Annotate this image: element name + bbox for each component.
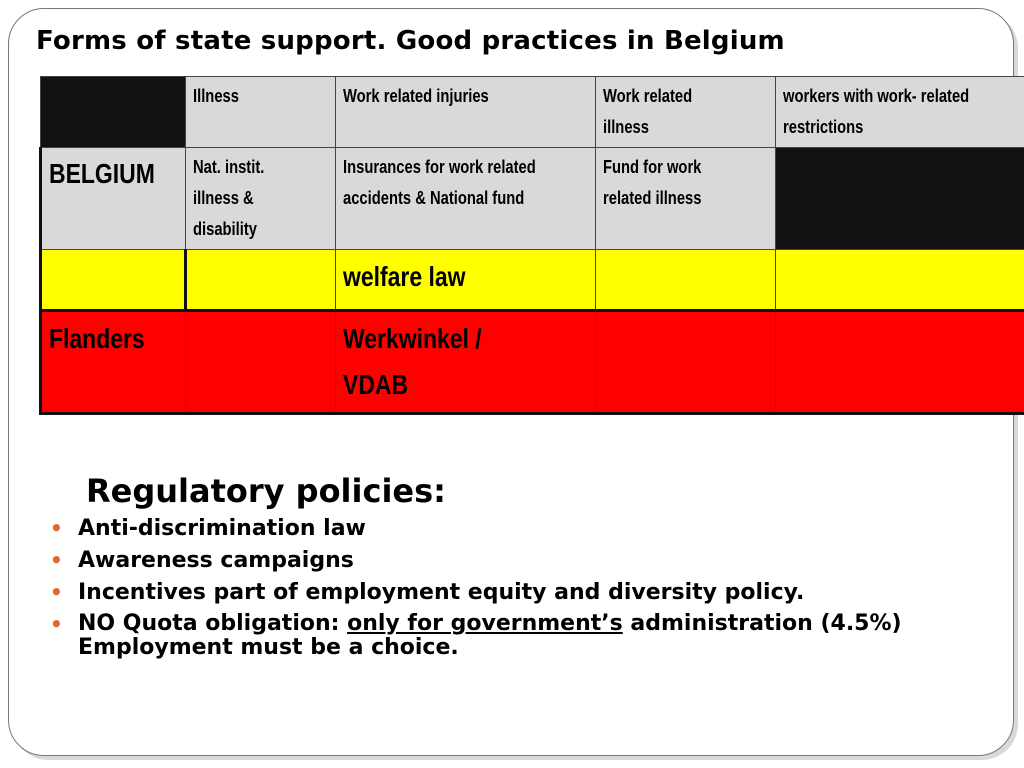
- slide-title: Forms of state support. Good practices in Belgium: [36, 26, 785, 56]
- bullet-icon: •: [50, 612, 63, 636]
- list-item: • Awareness campaigns: [50, 548, 354, 573]
- header-corner-cell: [41, 77, 186, 148]
- cell-flanders-work-injuries: Werkwinkel / VDAB: [336, 311, 596, 414]
- list-item: • NO Quota obligation: only for government’s administration (4.5%) Employment must be a choice.: [50, 611, 902, 660]
- list-item: • Incentives part of employment equity and diversity policy.: [50, 580, 805, 605]
- cell-welfare-work-injuries: welfare law: [336, 250, 596, 311]
- support-table: [39, 76, 1024, 415]
- cell-belgium-work-illness: Fund for work related illness: [596, 148, 776, 250]
- table-row-belgium: [41, 148, 1024, 250]
- header-work-illness: Work related illness: [596, 77, 776, 148]
- bullet-icon: •: [50, 580, 63, 604]
- table-row-welfare: [41, 250, 1024, 311]
- cell-flanders-restrictions: [776, 311, 1024, 414]
- cell-welfare-work-illness: [596, 250, 776, 311]
- regulatory-heading: Regulatory policies:: [86, 472, 446, 510]
- table-header-row: [41, 77, 1024, 148]
- underlined-text: only for government’s: [347, 611, 623, 636]
- regulatory-list: [46, 516, 986, 667]
- bullet-icon: •: [50, 516, 63, 540]
- cell-belgium-restrictions: [776, 148, 1024, 250]
- cell-flanders-work-illness: [596, 311, 776, 414]
- cell-flanders-illness: [186, 311, 336, 414]
- header-illness: Illness: [186, 77, 336, 148]
- cell-belgium-illness: Nat. instit. illness & disability: [186, 148, 336, 250]
- row-label-flanders: Flanders: [41, 311, 186, 414]
- bullet-icon: •: [50, 548, 63, 572]
- row-label-welfare: [41, 250, 186, 311]
- row-label-belgium: BELGIUM: [41, 148, 186, 250]
- cell-belgium-work-injuries: Insurances for work related accidents & National fund: [336, 148, 596, 250]
- header-work-restrictions: workers with work- related restrictions: [776, 77, 1024, 148]
- table-row-flanders: [41, 311, 1024, 414]
- list-item: • Anti-discrimination law: [50, 516, 366, 541]
- header-work-injuries: Work related injuries: [336, 77, 596, 148]
- cell-welfare-restrictions: [776, 250, 1024, 311]
- cell-welfare-illness: [186, 250, 336, 311]
